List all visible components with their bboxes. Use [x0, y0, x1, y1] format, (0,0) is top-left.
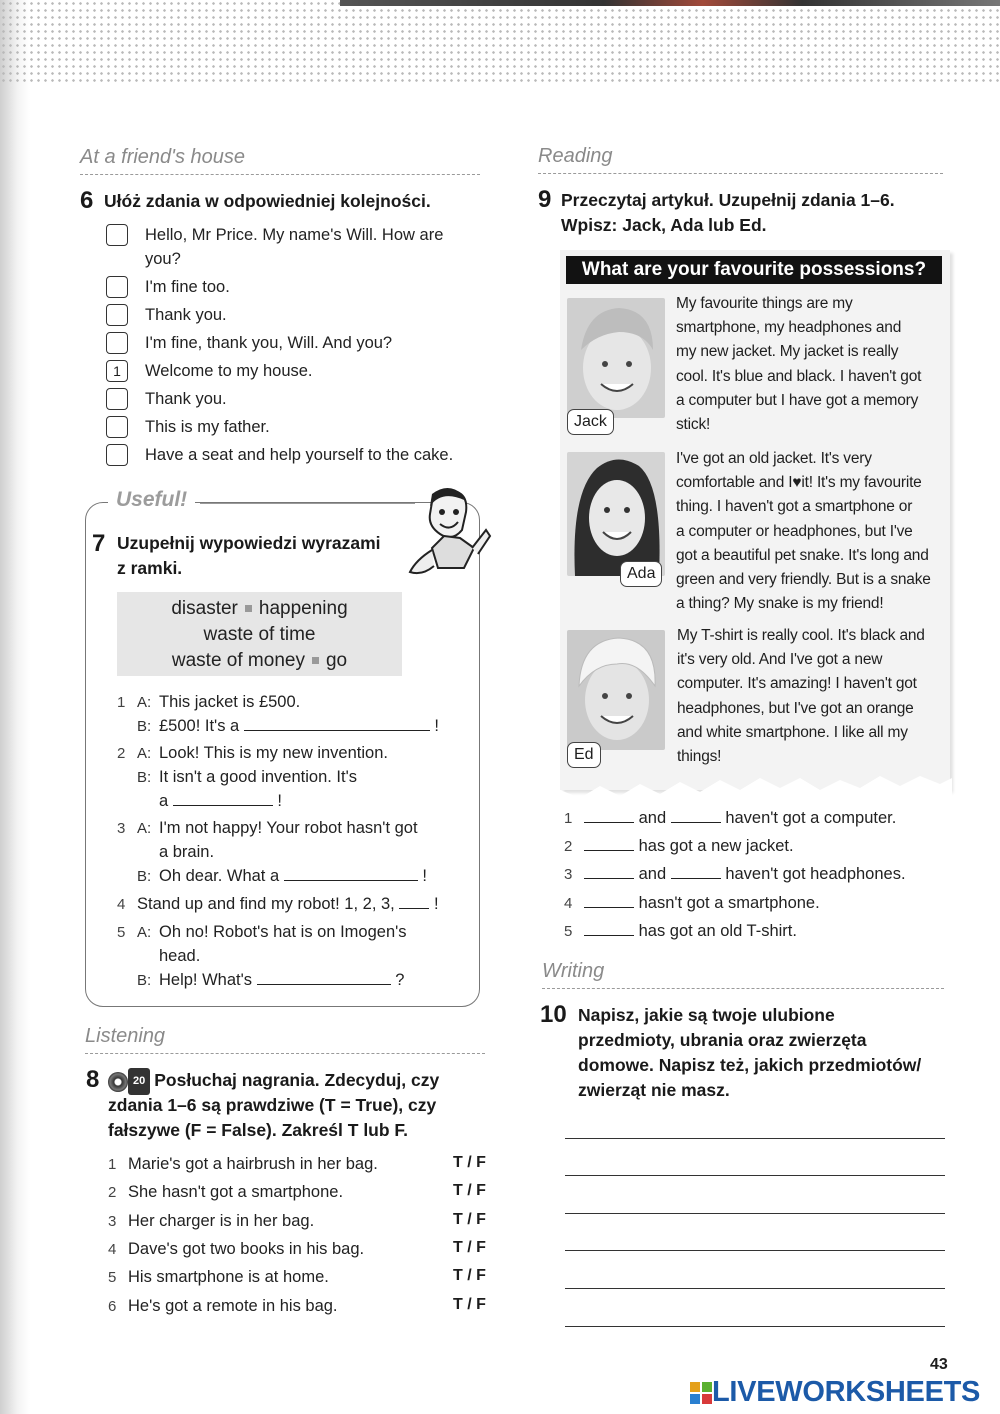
name-tag-jack: Jack	[567, 409, 614, 435]
answer-blank-9-4[interactable]	[584, 891, 634, 908]
dialogue-2-a: 2 A: Look! This is my new invention.	[117, 744, 388, 762]
ex6-sentence-1: Hello, Mr Price. My name's Will. How are	[145, 226, 444, 244]
answer-blank-2[interactable]	[173, 789, 273, 806]
ex8-statement-4: 4 Dave's got two books in his bag.	[108, 1240, 365, 1258]
answer-blank-1[interactable]	[244, 714, 430, 731]
exercise-8-number: 8	[86, 1066, 100, 1093]
ed-text: My T-shirt is really cool. It's black and it's very old. And I've got a new computer. It's amazing! I haven't got headphones, but I've got an orange and white smartphone. I like all my things!	[677, 627, 925, 766]
order-box-2[interactable]	[106, 276, 128, 298]
ex6-sentence-4: I'm fine, thank you, Will. And you?	[145, 334, 393, 352]
cartoon-character-image	[402, 482, 492, 582]
ex9-question-4: 4 hasn't got a smartphone.	[564, 891, 820, 916]
exercise-6-instruction: Ułóż zdania w odpowiedniej kolejności.	[104, 191, 431, 211]
ex9-question-5: 5 has got an old T-shirt.	[564, 919, 797, 944]
exercise-9-number: 9	[538, 186, 552, 213]
writing-line-1[interactable]	[565, 1138, 945, 1139]
ex9-question-3: 3 and haven't got headphones.	[564, 862, 906, 887]
exercise-9-instruction-1: Przeczytaj artykuł. Uzupełnij zdania 1–6.	[561, 190, 895, 210]
exercise-8-instruction-3: fałszywe (F = False). Zakreśl T lub F.	[108, 1120, 409, 1140]
torn-paper-edge	[560, 772, 952, 802]
dialogue-1-a: 1 A: This jacket is £500.	[117, 693, 301, 711]
word-box	[117, 592, 402, 676]
section-rule	[538, 173, 943, 174]
bullet-square	[312, 657, 319, 664]
ex8-statement-1: 1 Marie's got a hairbrush in her bag.	[108, 1155, 378, 1173]
track-number: 20	[128, 1068, 150, 1095]
true-false-choice-6[interactable]: T / F	[453, 1296, 486, 1313]
section-title-listening: Listening	[85, 1025, 166, 1047]
exercise-7-instruction-1: Uzupełnij wypowiedzi wyrazami	[117, 533, 381, 553]
dialogue-3-a: 3 A: I'm not happy! Your robot hasn't got	[117, 819, 418, 837]
order-box-6[interactable]	[106, 388, 128, 410]
section-rule	[80, 174, 480, 175]
writing-line-3[interactable]	[565, 1213, 945, 1214]
dotted-header-pattern	[0, 0, 1000, 82]
ex6-sentence-8: Have a seat and help yourself to the cake.	[145, 446, 454, 464]
dialogue-5-a: 5 A: Oh no! Robot's hat is on Imogen's	[117, 923, 407, 941]
word-waste-of-money: waste of money	[171, 650, 305, 671]
answer-blank-9-1a[interactable]	[584, 806, 634, 823]
section-rule	[85, 1053, 485, 1054]
useful-title: Useful!	[108, 488, 195, 512]
dialogue-5-b: B: Help! What's ?	[137, 968, 404, 993]
jack-text: My favourite things are my smartphone, my headphones and my new jacket. My jacket is really cool. It's blue and black. I haven't got a computer but I have got a memory stick!	[676, 295, 922, 434]
answer-blank-4[interactable]	[399, 892, 429, 909]
section-title-writing: Writing	[542, 960, 605, 982]
cd-icon	[108, 1072, 128, 1092]
writing-line-2[interactable]	[565, 1175, 945, 1176]
logo-text: LIVEWORKSHEETS	[712, 1376, 981, 1408]
jack-photo-image	[567, 298, 665, 418]
section-rule	[542, 988, 944, 989]
section-title-reading: Reading	[538, 145, 613, 167]
bullet-square	[245, 605, 252, 612]
heart-icon: ♥	[792, 474, 802, 492]
order-box-4[interactable]	[106, 332, 128, 354]
exercise-6-number: 6	[80, 187, 94, 214]
ex8-statement-6: 6 He's got a remote in his bag.	[108, 1297, 338, 1315]
order-box-3[interactable]	[106, 304, 128, 326]
writing-line-6[interactable]	[565, 1326, 945, 1327]
order-box-1[interactable]	[106, 224, 128, 246]
dialogue-1-b: B: £500! It's a !	[137, 714, 439, 739]
word-disaster: disaster	[171, 598, 238, 619]
true-false-choice-4[interactable]: T / F	[453, 1239, 486, 1256]
ed-photo-image	[567, 630, 665, 750]
liveworksheets-logo[interactable]	[690, 1376, 990, 1406]
order-box-7[interactable]	[106, 416, 128, 438]
name-tag-ada: Ada	[620, 561, 662, 587]
ex8-statement-5: 5 His smartphone is at home.	[108, 1268, 329, 1286]
dialogue-2-b-cont: a !	[159, 789, 282, 813]
ex6-sentence-5: Welcome to my house.	[145, 362, 313, 380]
ex6-sentence-7: This is my father.	[145, 418, 270, 436]
ex8-statement-2: 2 She hasn't got a smartphone.	[108, 1183, 344, 1201]
answer-blank-9-1b[interactable]	[671, 806, 721, 823]
true-false-choice-3[interactable]: T / F	[453, 1211, 486, 1228]
article-title: What are your favourite possessions?	[566, 256, 942, 284]
answer-blank-9-5[interactable]	[584, 919, 634, 936]
true-false-choice-1[interactable]: T / F	[453, 1154, 486, 1171]
ada-text: I've got an old jacket. It's very comfortable and I♥it! It's my favourite thing. I haven't got a smartphone or a computer or headphones, but I've got a beautiful pet snake. It's long and green and very friendly. But is a snake a thing? My snake is my friend!	[676, 450, 931, 613]
true-false-choice-2[interactable]: T / F	[453, 1182, 486, 1199]
answer-blank-9-3a[interactable]	[584, 862, 634, 879]
top-color-strip	[340, 0, 1000, 6]
exercise-8-instruction-1: 20 Posłuchaj nagrania. Zdecyduj, czy	[108, 1068, 439, 1095]
true-false-choice-5[interactable]: T / F	[453, 1267, 486, 1284]
ex8-statement-3: 3 Her charger is in her bag.	[108, 1212, 315, 1230]
ex6-sentence-2: I'm fine too.	[145, 278, 230, 296]
name-tag-ed: Ed	[567, 742, 601, 768]
useful-rule	[200, 503, 415, 504]
answer-blank-9-3b[interactable]	[671, 862, 721, 879]
ex6-sentence-3: Thank you.	[145, 306, 227, 324]
dialogue-3-a-cont: a brain.	[159, 843, 215, 861]
ada-photo-image	[567, 452, 665, 576]
answer-blank-9-2[interactable]	[584, 834, 634, 851]
dialogue-4: 4 Stand up and find my robot! 1, 2, 3, !	[117, 892, 439, 917]
dialogue-3-b: B: Oh dear. What a !	[137, 864, 427, 889]
answer-blank-5[interactable]	[257, 968, 391, 985]
word-happening: happening	[258, 598, 348, 619]
exercise-7-instruction-2: z ramki.	[117, 558, 183, 578]
writing-line-4[interactable]	[565, 1250, 945, 1251]
liveworksheets-logo-icon	[690, 1382, 712, 1404]
page-number: 43	[930, 1356, 948, 1373]
word-go: go	[325, 650, 348, 671]
ex6-sentence-1-cont: you?	[145, 250, 181, 268]
exercise-9-instruction-2: Wpisz: Jack, Ada lub Ed.	[561, 215, 767, 235]
dialogue-2-b: B: It isn't a good invention. It's	[137, 768, 357, 786]
writing-line-5[interactable]	[565, 1288, 945, 1289]
ex6-sentence-6: Thank you.	[145, 390, 227, 408]
exercise-8-instruction-2: zdania 1–6 są prawdziwe (T = True), czy	[108, 1095, 437, 1115]
order-box-8[interactable]	[106, 444, 128, 466]
exercise-10-number: 10	[540, 1001, 567, 1028]
answer-blank-3[interactable]	[284, 864, 418, 881]
ex9-question-1: 1 and haven't got a computer.	[564, 806, 896, 831]
dialogue-5-a-cont: head.	[159, 947, 201, 965]
word-waste-of-time: waste of time	[203, 624, 316, 645]
order-box-5[interactable]: 1	[106, 360, 128, 382]
exercise-10-instruction: Napisz, jakie są twoje ulubione przedmioty, ubrania oraz zwierzęta domowe. Napisz też, jakich przedmiotów/ zwierząt nie masz.	[578, 1005, 922, 1100]
ex9-question-2: 2 has got a new jacket.	[564, 834, 794, 859]
section-title-at-a-friends-house: At a friend's house	[80, 146, 246, 168]
exercise-7-number: 7	[92, 530, 106, 557]
page-spine-shadow	[0, 0, 30, 1414]
